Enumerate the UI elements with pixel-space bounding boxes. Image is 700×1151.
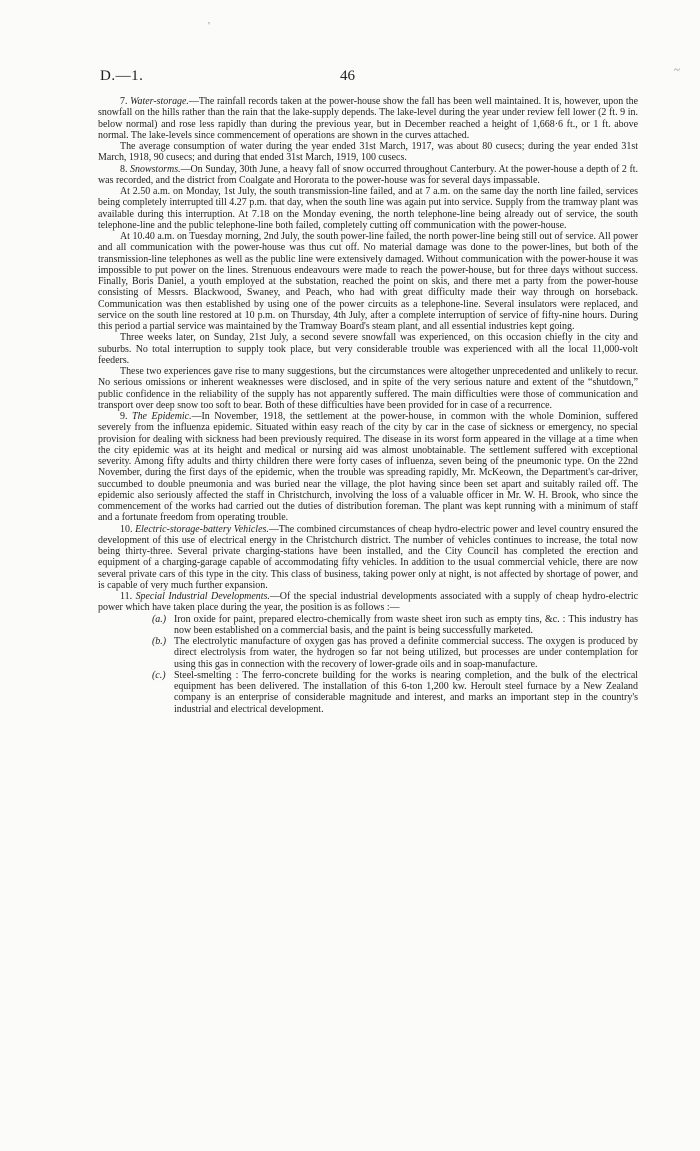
list-item (146, 670, 638, 715)
section-number: 8. (120, 163, 128, 175)
list-item (146, 614, 638, 637)
scan-speck: ' (208, 20, 210, 32)
page-number: 46 (340, 68, 355, 84)
section-heading: The Epidemic. (132, 411, 192, 422)
page-header (100, 68, 620, 90)
item-label: (b.) (152, 636, 167, 647)
section-heading: Snowstorms. (130, 163, 181, 175)
development-list (98, 614, 638, 715)
document-reference: D.—1. (100, 68, 144, 84)
paragraph-text: At 2.50 a.m. on Monday, 1st July, the south transmission-line failed, and at 7 a.m. on the same day the north line failed, services being completely interrupted till 4.27 p.m. that day, when the south line was again put into service. Supply from the tramway plant was available during this interruption. At 7.18 on the Monday evening, the north telephone-line being already out of service, the south telephone-line and the public telephone-line both failed, completely cutting off communication with the power-house. (98, 186, 638, 231)
paragraph (98, 141, 638, 164)
paragraph-text: At 10.40 a.m. on Tuesday morning, 2nd July, the south power-line failed, the north power-line being still out of service. All power and all communication with the power-house was thus cut off. No material damage was done to the power-lines, but both of the transmission-line telephones as well as the public line were extensively damaged. Without communication with the power-house it was impossible to put power on the lines. Strenuous endeavours were made to reach the power-house, but for three days without success. Finally, Boris Daniel, a youth employed at the substation, reached the point on skis, and there met a party from the power-house consisting of Messrs. Blackwood, Swaney, and Peach, who had with great difficulty made their way through on horseback. Communication was then established by using one of the power circuits as a telephone-line. Several insulators were replaced, and service on the south line restored at 10 p.m. on Thursday, 4th July, after a complete interruption of service of fifty-nine hours. During this period a partial service was maintained by the Tramway Board's steam plant, and all essential industries kept going. (98, 231, 638, 332)
item-label: (c.) (152, 669, 166, 681)
paragraph-text: —The combined circumstances of cheap hydro-electric power and level country ensured the development of this use of electrical energy in the Christchurch district. The number of vehicles continues to increase, the total now being thirty-three. Several private charging-stations have been installed, and the City Council has completed the erection and equipment of a charging-garage capable of accommodating fifty vehicles. In addition to the usual commercial vehicle, there are now several private cars of this type in the city. This class of business, taking power only at night, is not affected by shortage of power, and is capable of very much further expansion. (98, 523, 639, 591)
list-item (146, 636, 638, 670)
section-heading: Water-storage. (130, 96, 189, 107)
item-label: (a.) (152, 613, 167, 625)
paragraph-water-storage (98, 96, 638, 141)
paragraph-epidemic (98, 411, 638, 524)
paragraph-text: —In November, 1918, the settlement at the power-house, in common with the whole Dominion, suffered severely from the influenza epidemic. Situated within easy reach of the city by car in the case of sickness or emergency, no special provision for dealing with sickness had been previously required. The disease in its worst form appeared in the village at a time when the city epidemic was at its height and medical or nursing aid was almost unobtainable. The settlement suffered with exceptional severity. Among fifty adults and thirty children there were forty cases of influenza, seven being of the pneumonic type. On the 22nd November, during the first days of the epidemic, when the trouble was spreading rapidly, Mr. McKeown, the Department's car-driver, succumbed to double pneumonia and was buried near the village, the plot having since been set apart and suitably railed off. The epidemic also seriously affected the staff in Christchurch, involving the loss of a valuable officer in Mr. W. H. Brook, who since the commencement of the works had carried out the duties of distribution foreman. The plant was kept running with a minimum of staff and a fortunate freedom from operating trouble. (98, 411, 639, 524)
section-number: 10. (120, 523, 133, 535)
paragraph-text: —Of the special industrial developments associated with a supply of cheap hydro-electric power which have taken place during the year, the position is as follows :— (98, 591, 638, 614)
paragraph-battery-vehicles (98, 524, 638, 592)
paragraph-text: Three weeks later, on Sunday, 21st July, a second severe snowfall was experienced, on this occasion chiefly in the city and suburbs. No total interruption to supply took place, but very considerable trouble was experienced with all the local 11,000-volt feeders. (98, 332, 638, 366)
paragraph-text: These two experiences gave rise to many suggestions, but the circumstances were altogether unprecedented and unlikely to recur. No serious omissions or inherent weaknesses were disclosed, and in spite of the very serious nature and extent of the “shutdown,” public confidence in the reliability of the supply has not apparently suffered. The main difficulties were those of communication and transport over deep snow too soft to bear. Both of these difficulties have been provided for in case of a recurrence. (98, 366, 638, 411)
section-heading: Special Industrial Developments. (135, 591, 270, 602)
paragraph-text: The average consumption of water during the year ended 31st March, 1917, was about 80 cusecs; during the year ended 31st March, 1918, 90 cusecs; and during that ended 31st March, 1919, 100 cusecs. (98, 141, 638, 164)
item-text: The electrolytic manufacture of oxygen gas has proved a definite commercial success. The oxygen is produced by direct electrolysis from water, the hydrogen so far not being utilized, but processes are under contemplation for using this gas in connection with the recovery of lower-grade oils and in soap-manufacture. (174, 636, 638, 670)
section-number: 7. (120, 96, 128, 107)
paragraph (98, 366, 638, 411)
section-number: 11. (120, 591, 133, 602)
item-text: Iron oxide for paint, prepared electro-chemically from waste sheet iron such as empty tins, &c. : This industry has now been established on a commercial basis, and the paint is being successfully marketed. (174, 613, 638, 636)
paragraph-industrial-developments (98, 591, 638, 614)
paragraph-snowstorms (98, 164, 638, 187)
item-text: Steel-smelting : The ferro-concrete building for the works is nearing completion, and the bulk of the electrical equipment has been delivered. The installation of this 6-ton 1,200 kw. Heroult steel furnace by a New Zealand company is an enterprise of considerable magnitude and interest, and marks an important step in the country's industrial and electrical development. (174, 669, 638, 715)
document-body (98, 96, 638, 715)
scan-margin-mark: ~ (674, 64, 680, 76)
paragraph-text: —The rainfall records taken at the power-house show the fall has been well maintained. It is, however, upon the snowfall on the hills rather than the rain that the lake-supply depends. The lake-level during the year under review fell lower (2 ft. 9 in. below normal) and rose less rapidly than during the previous year, but in December reached a height of 1,668·6 ft., or 1 ft. above normal. The lake-levels since commencement of operations are shown in the curves attached. (98, 96, 639, 141)
section-heading: Electric-storage-battery Vehicles. (135, 523, 269, 535)
paragraph-text: —On Sunday, 30th June, a heavy fall of snow occurred throughout Canterbury. At the power-house a depth of 2 ft. was recorded, and the district from Coalgate and Hororata to the power-house was for several days impassable. (98, 163, 638, 186)
paragraph (98, 186, 638, 231)
paragraph (98, 231, 638, 332)
paragraph (98, 332, 638, 366)
section-number: 9. (120, 411, 128, 422)
